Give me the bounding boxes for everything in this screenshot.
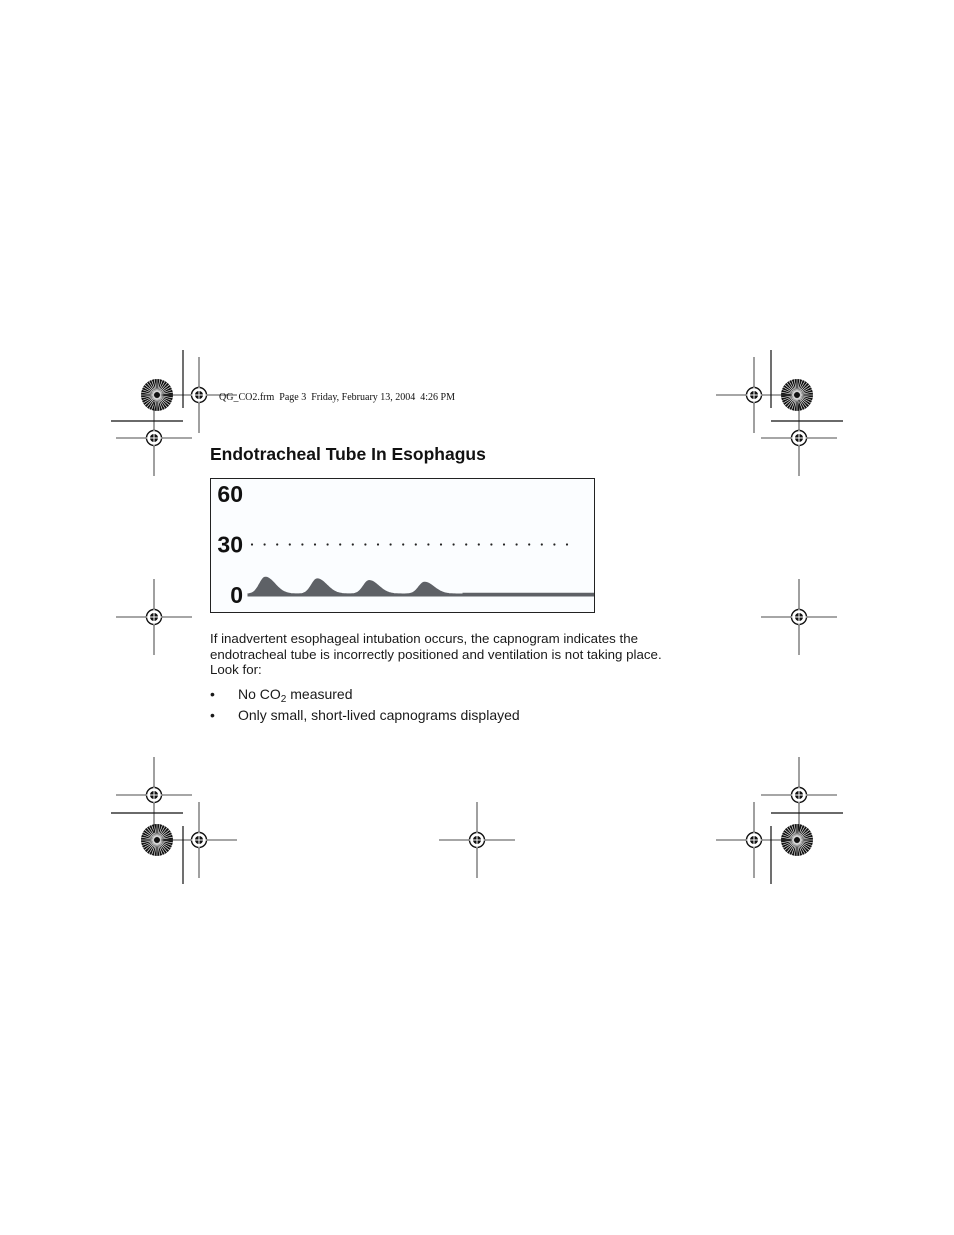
y-tick-label: 30 [217,531,243,558]
crosshair-target-icon [116,757,192,833]
y-tick-label: 60 [217,481,243,507]
reference-line-30 [251,543,568,545]
list-item-text [238,706,520,724]
paragraph-line: Look for: [210,662,262,677]
capnogram-plot [211,479,594,612]
crosshair-target-icon [116,400,192,476]
crosshair-target-icon [761,400,837,476]
list-item-text [238,685,353,703]
y-tick-label: 0 [230,582,243,608]
crosshair-target-icon [761,579,837,655]
list-item-text-main: Only small, short-lived capnograms displayed [238,707,520,723]
print-slug-header: QG_CO2.frm Page 3 Friday, February 13, 2004 4:26 PM [219,392,456,403]
crosshair-target-icon [116,579,192,655]
crosshair-target-icon [761,757,837,833]
bullet-icon: • [210,707,215,723]
paragraph-line: endotracheal tube is incorrectly positioned and ventilation is not taking place. [210,646,662,662]
capnogram-chart [210,478,595,613]
crosshair-target-icon [439,802,515,878]
list-item-text-main: No CO [238,686,281,702]
body-paragraph [210,631,710,678]
page-title: Endotracheal Tube In Esophagus [210,444,486,464]
list-item-text-tail: measured [286,686,353,702]
paragraph-line: If inadvertent esophageal intubation occurs, the capnogram indicates the [210,631,638,646]
list-item-subscript: 2 [280,694,287,705]
bullet-icon: • [210,686,215,702]
